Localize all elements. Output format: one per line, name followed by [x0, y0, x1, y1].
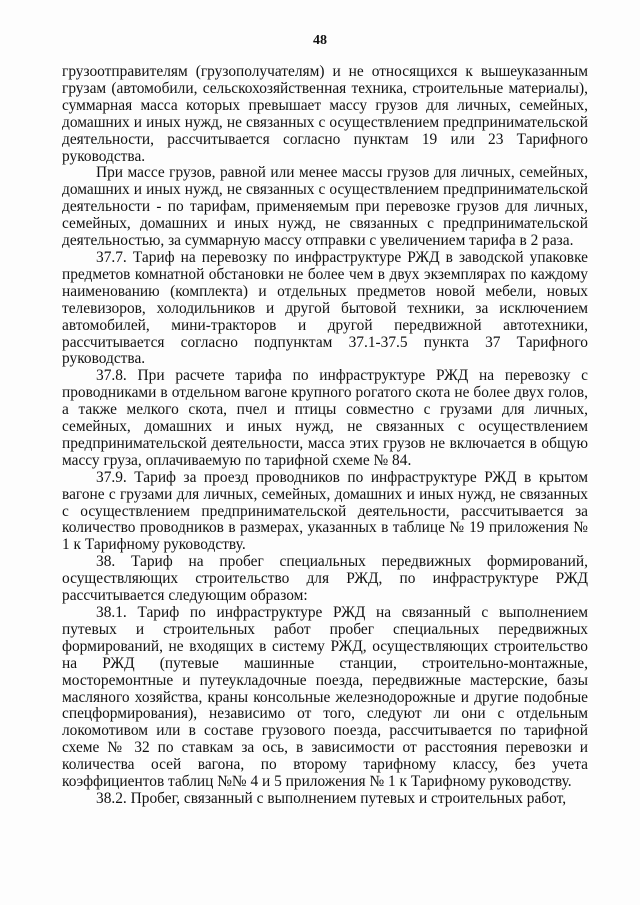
- paragraph-38: 38. Тариф на пробег специальных передвижных формирований, осуществляющих строительство для РЖД, по инфраструктуре РЖД рассчитывается следующим образом:: [62, 553, 588, 605]
- paragraph-38-1: 38.1. Тариф по инфраструктуре РЖД на связанный с выполнением путевых и строительных работ пробег специальных передвижных формирований, не входящих в систему РЖД, осуществляющих строительство на РЖД (путевые машинные станции, строительно-монтажные, мосторемонтные и путеукладочные поезда, передвижные мастерские, базы масляного хозяйства, краны консольные железнодорожные и другие подобные спецформирования), независимо от того, следуют ли они с отдельным локомотивом или в составе грузового поезда, рассчитывается по тарифной схеме № 32 по ставкам за ось, в зависимости от расстояния перевозки и количества осей вагона, по второму тарифному классу, без учета коэффициентов таблиц №№ 4 и 5 приложения № 1 к Тарифному руководству.: [62, 604, 588, 791]
- paragraph-38-2: 38.2. Пробег, связанный с выполнением путевых и строительных работ,: [96, 789, 567, 807]
- page-number: 48: [313, 33, 327, 48]
- document-body: [62, 64, 588, 808]
- paragraph-37-8: 37.8. При расчете тарифа по инфраструктуре РЖД на перевозку с проводниками в отдельном вагоне крупного рогатого скота не более двух голов, а также мелкого скота, пчел и птицы совместно с грузами для личных, семейных, домашних и иных нужд, не связанных с осуществлением предпринимательской деятельности, масса этих грузов не включается в общую массу груза, оплачиваемую по тарифной схеме № 84.: [62, 367, 588, 469]
- paragraph-mass-of-goods: При массе грузов, равной или менее массы грузов для личных, семейных, домашних и иных нужд, не связанных с осуществлением предпринимательской деятельности - по тарифам, применяемым при перевозке грузов для личных, семейных, домашних и иных нужд, не связанных с предпринимательской деятельностью, за суммарную массу отправки с увеличением тарифа в 2 раза.: [62, 164, 588, 250]
- paragraph-37-9: 37.9. Тариф за проезд проводников по инфраструктуре РЖД в крытом вагоне с грузами для личных, семейных, домашних и иных нужд, не связанных с осуществлением предпринимательской деятельности, рассчитывается за количество проводников в размерах, указанных в таблице № 19 приложения № 1 к Тарифному руководству.: [62, 468, 588, 554]
- paragraph-37-7: 37.7. Тариф на перевозку по инфраструктуре РЖД в заводской упаковке предметов комнатной обстановки не более чем в двух экземплярах по каждому наименованию (комплекта) и отдельных предметов новой мебели, новых телевизоров, холодильников и другой бытовой техники, за исключением автомобилей, мини-тракторов и другой передвижной автотехники, рассчитывается согласно подпунктам 37.1-37.5 пункта 37 Тарифного руководства.: [62, 248, 588, 368]
- paragraph-continuation: грузоотправителям (грузополучателям) и не относящихся к вышеуказанным грузам (автомобили, сельскохозяйственная техника, строительные материалы), суммарная масса которых превышает массу грузов для личных, семейных, домашних и иных нужд, не связанных с осуществлением предпринимательской деятельности, рассчитывается согласно пунктам 19 или 23 Тарифного руководства.: [62, 63, 588, 165]
